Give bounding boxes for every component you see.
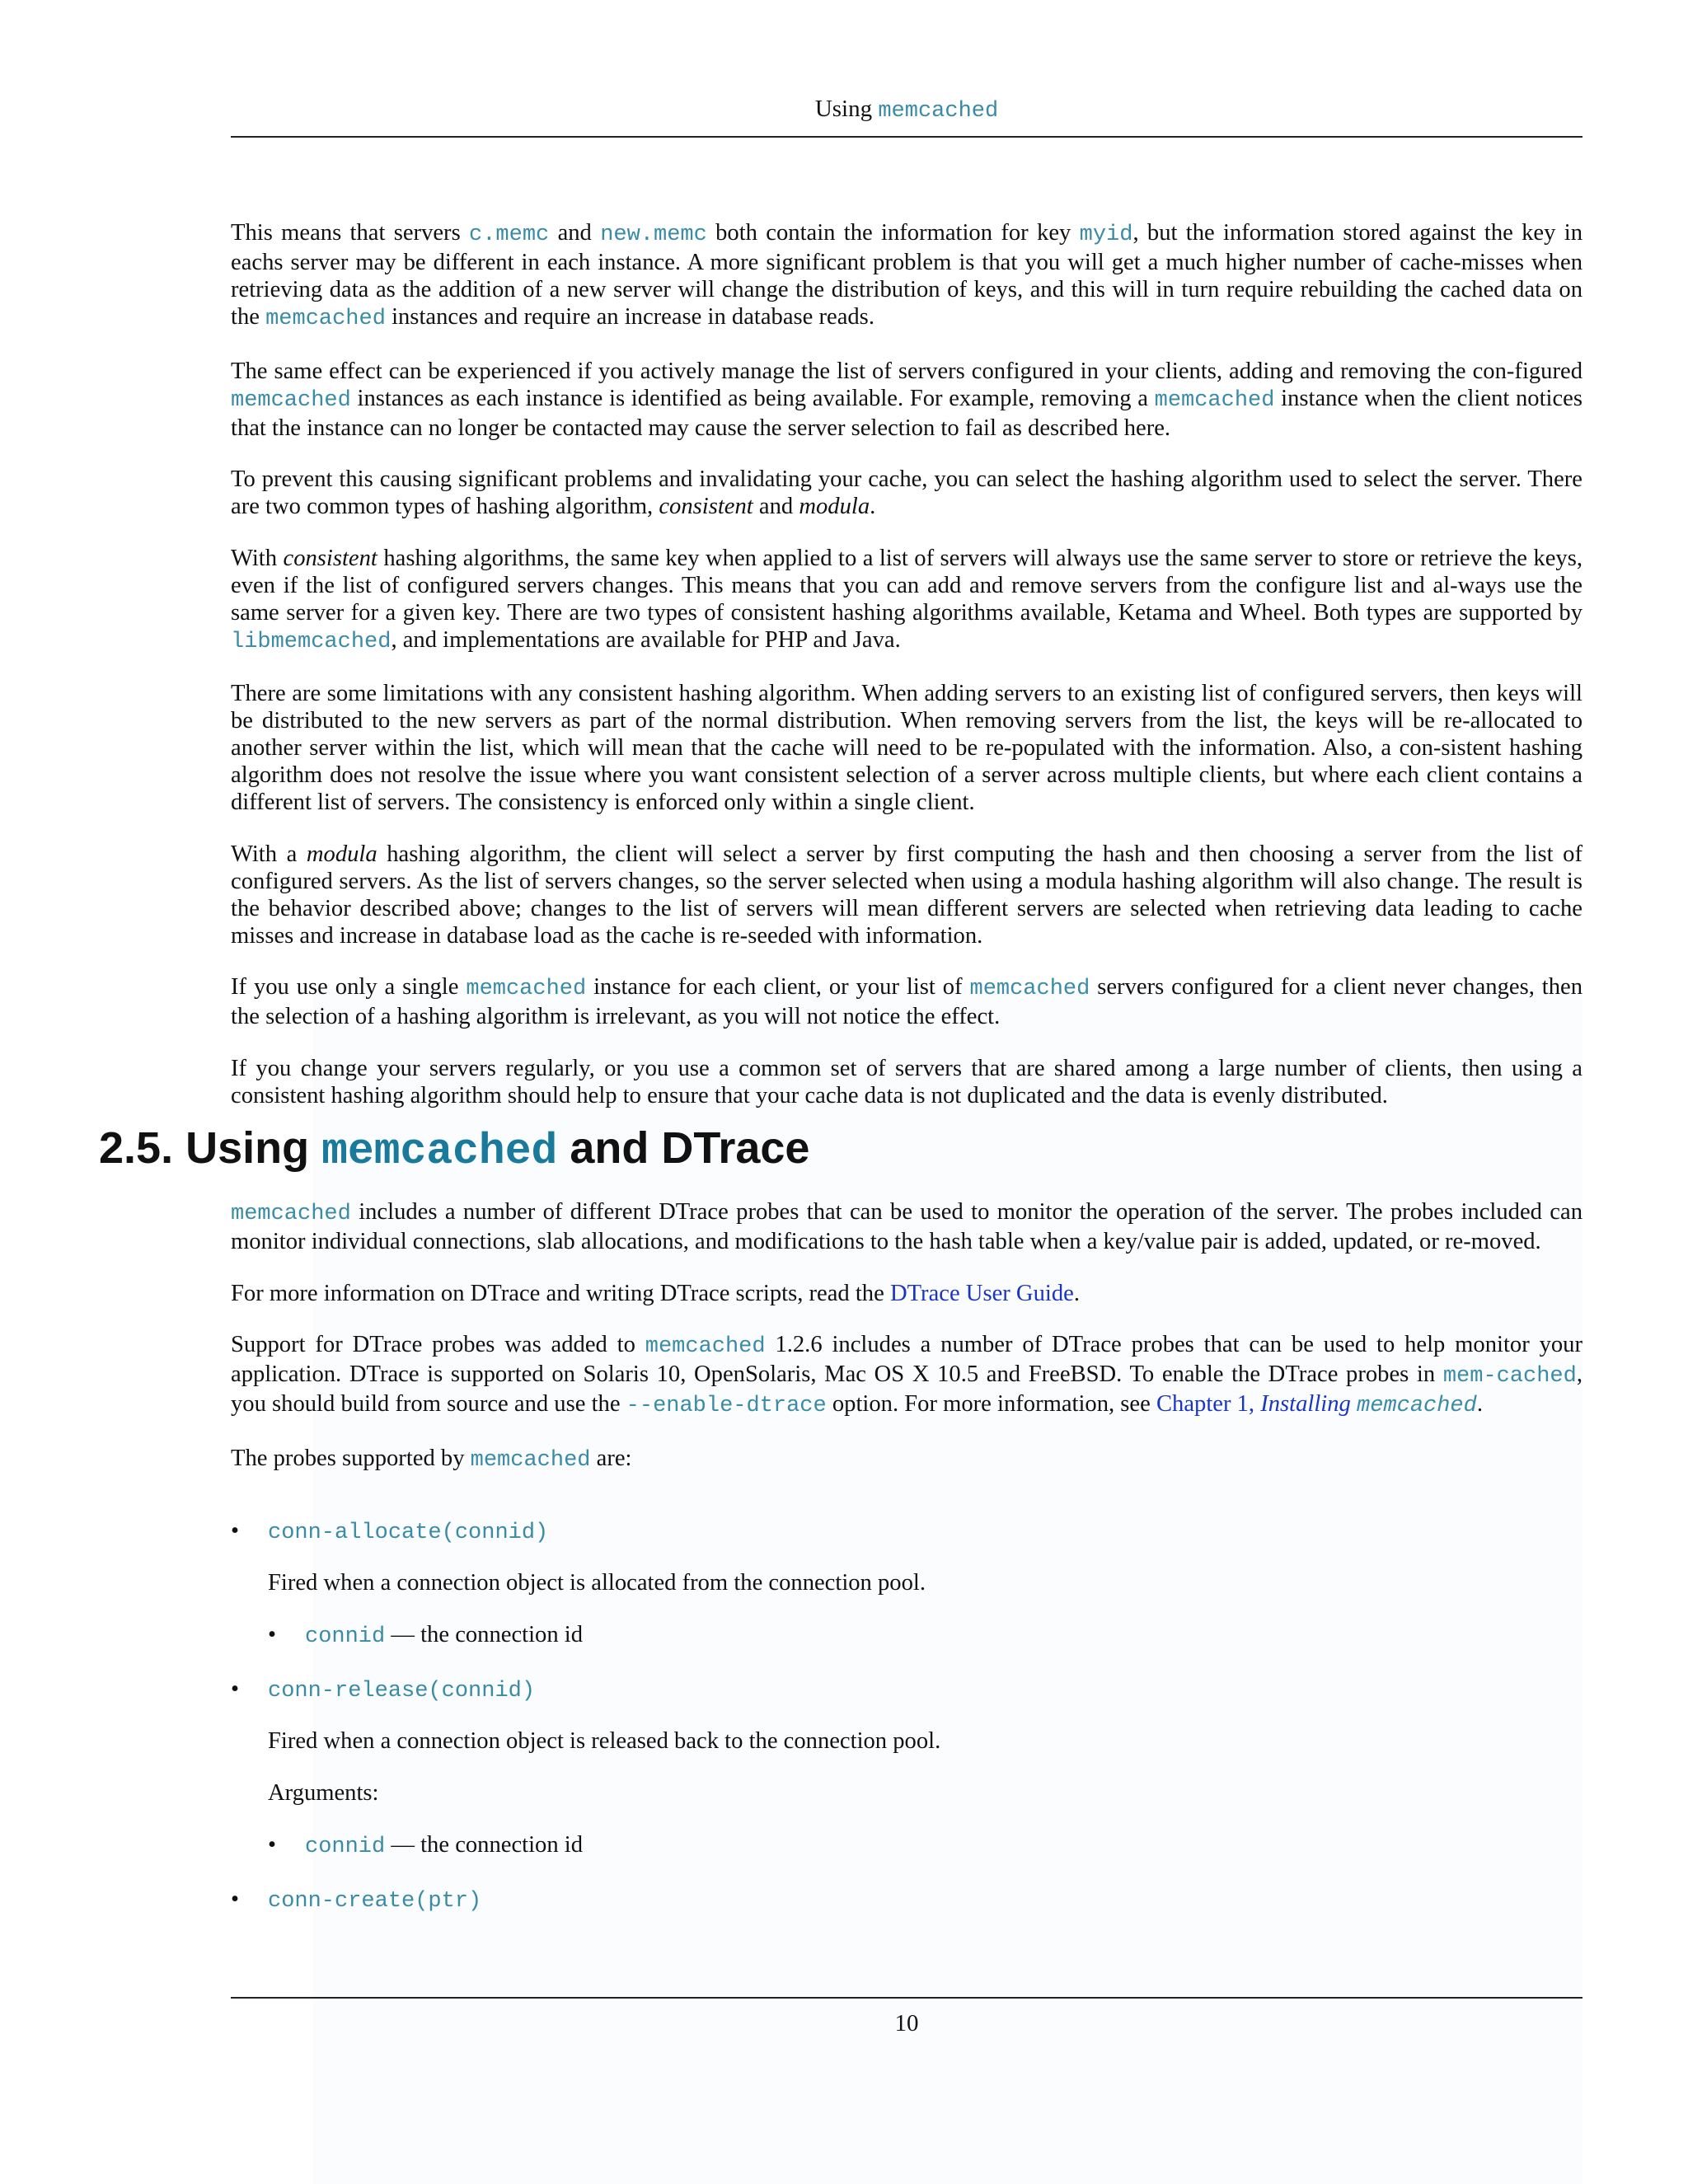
section-paragraph-1: memcached includes a number of different DTrace probes that can be used to monitor the operation of the server. The probes included can monitor individual connections, slab allocations, and modifications to the hash table when a key/value pair is added, updated, or re-moved. bbox=[231, 1199, 1582, 1254]
probe-args bbox=[268, 1831, 1582, 1861]
probe-list bbox=[231, 1517, 1582, 1913]
arg-name: connid bbox=[305, 1834, 386, 1859]
probe-description: Fired when a connection object is allocated from the connection pool. bbox=[268, 1569, 926, 1596]
probe-arg bbox=[268, 1621, 1582, 1651]
probe-name: conn-allocate(connid) bbox=[268, 1520, 549, 1545]
page-number: 10 bbox=[894, 2010, 919, 2036]
paragraph-7: If you use only a single memcached instance for each client, or your list of memcached servers configured for a client never changes, then the selection of a hashing algorithm is irrelevant, as you will not notice the effect. bbox=[231, 974, 1582, 1029]
dtrace-user-guide-link[interactable]: DTrace User Guide bbox=[889, 1280, 1074, 1306]
paragraph-8: If you change your servers regularly, or you use a common set of servers that are shared among a large number of clients, then using a consistent hashing algorithm should help to ensure that your cache data is not duplicated and the data is evenly distributed. bbox=[231, 1055, 1582, 1108]
arg-desc: — the connection id bbox=[385, 1621, 584, 1647]
body-text-top bbox=[231, 219, 1582, 1133]
body-text-bottom bbox=[231, 1198, 1582, 1938]
probe-args-label: Arguments: bbox=[268, 1779, 379, 1806]
probe-arg bbox=[268, 1831, 1582, 1861]
arg-name: connid bbox=[305, 1624, 386, 1649]
paragraph-6: With a modula hashing algorithm, the client will select a server by first computing the hash and then choosing a server from the list of configured servers. As the list of servers changes, so the server selected when using a modula hashing algorithm will also change. The result is the behavior described above; changes to the list of servers will mean different servers are selected when retrieving data leading to cache misses and increase in database load as the cache is re-seeded with information. bbox=[231, 841, 1582, 949]
header-prefix: Using bbox=[814, 96, 879, 122]
probe-name: conn-create(ptr) bbox=[268, 1888, 482, 1914]
section-paragraph-3: Support for DTrace probes was added to memcached 1.2.6 includes a number of DTrace probes that can be used to help monitor your application. DTrace is supported on Solaris 10, OpenSolaris, Mac OS X 10.5 and FreeBSD. To enable the DTrace probes in mem-cached, you should build from source and use the --enable-dtrace option. For more information, see Chapter 1, Installing memcached. bbox=[231, 1332, 1582, 1418]
probe-name: conn-release(connid) bbox=[268, 1678, 536, 1704]
paragraph-4: With consistent hashing algorithms, the same key when applied to a list of servers will always use the same server to store or retrieve the keys, even if the list of configured servers changes. This means that you can add and remove servers from the configure list and al-ways use the same server for a given key. There are two types of consistent hashing algorithms available, Ketama and Wheel. Both types are supported by libmemcached, and implementations are available for PHP and Java. bbox=[231, 545, 1582, 654]
bullet-icon: • bbox=[231, 1675, 240, 1702]
probe-item bbox=[231, 1886, 1582, 1913]
probe-args bbox=[268, 1621, 1582, 1651]
section-paragraph-4: The probes supported by memcached are: bbox=[231, 1445, 632, 1473]
section-paragraph-2: For more information on DTrace and writing DTrace scripts, read the DTrace User Guide. bbox=[231, 1280, 1080, 1306]
footer-rule bbox=[231, 1997, 1582, 1999]
probe-item bbox=[231, 1675, 1582, 1861]
installing-chapter-link[interactable]: Chapter 1, Installing memcached bbox=[1156, 1391, 1477, 1418]
bullet-icon: • bbox=[231, 1517, 240, 1544]
paragraph-2: The same effect can be experienced if you actively manage the list of servers configured in your clients, adding and removing the con-figured memcached instances as each instance is identified as being available. For example, removing a memcached instance when the client notices that the instance can no longer be contacted may cause the server selection to fail as described here. bbox=[231, 358, 1582, 441]
paragraph-3: To prevent this causing significant problems and invalidating your cache, you can select the hashing algorithm used to select the server. There are two common types of hashing algorithm, consistent and modula. bbox=[231, 466, 1582, 519]
section-heading: 2.5. Using memcached and DTrace bbox=[99, 1123, 810, 1176]
header-code: memcached bbox=[878, 99, 999, 124]
bullet-icon: • bbox=[231, 1886, 240, 1912]
probe-item bbox=[231, 1517, 1582, 1651]
paragraph-5: There are some limitations with any consistent hashing algorithm. When adding servers to an existing list of configured servers, then keys will be distributed to the new servers as part of the normal distribution. When removing servers from the list, the keys will be re-allocated to another server within the list, which will mean that the cache will need to be re-populated with the information. Also, a con-sistent hashing algorithm does not resolve the issue where you want consistent selection of a server across multiple clients, but where each client contains a different list of servers. The consistency is enforced only within a single client. bbox=[231, 681, 1582, 815]
header-rule bbox=[231, 136, 1582, 138]
bullet-icon: • bbox=[268, 1621, 277, 1647]
bullet-icon: • bbox=[268, 1831, 277, 1858]
arg-desc: — the connection id bbox=[385, 1831, 584, 1858]
paragraph-1: This means that servers c.memc and new.memc both contain the information for key myid, but the information stored against the key in eachs server may be different in each instance. A more significant problem is that you will get a much higher number of cache-misses when retrieving data as the addition of a new server will change the distribution of keys, and this will in turn require rebuilding the cached data on the memcached instances and require an increase in database reads. bbox=[231, 220, 1582, 331]
page-header bbox=[231, 92, 1582, 128]
probe-description: Fired when a connection object is released back to the connection pool. bbox=[268, 1727, 941, 1754]
